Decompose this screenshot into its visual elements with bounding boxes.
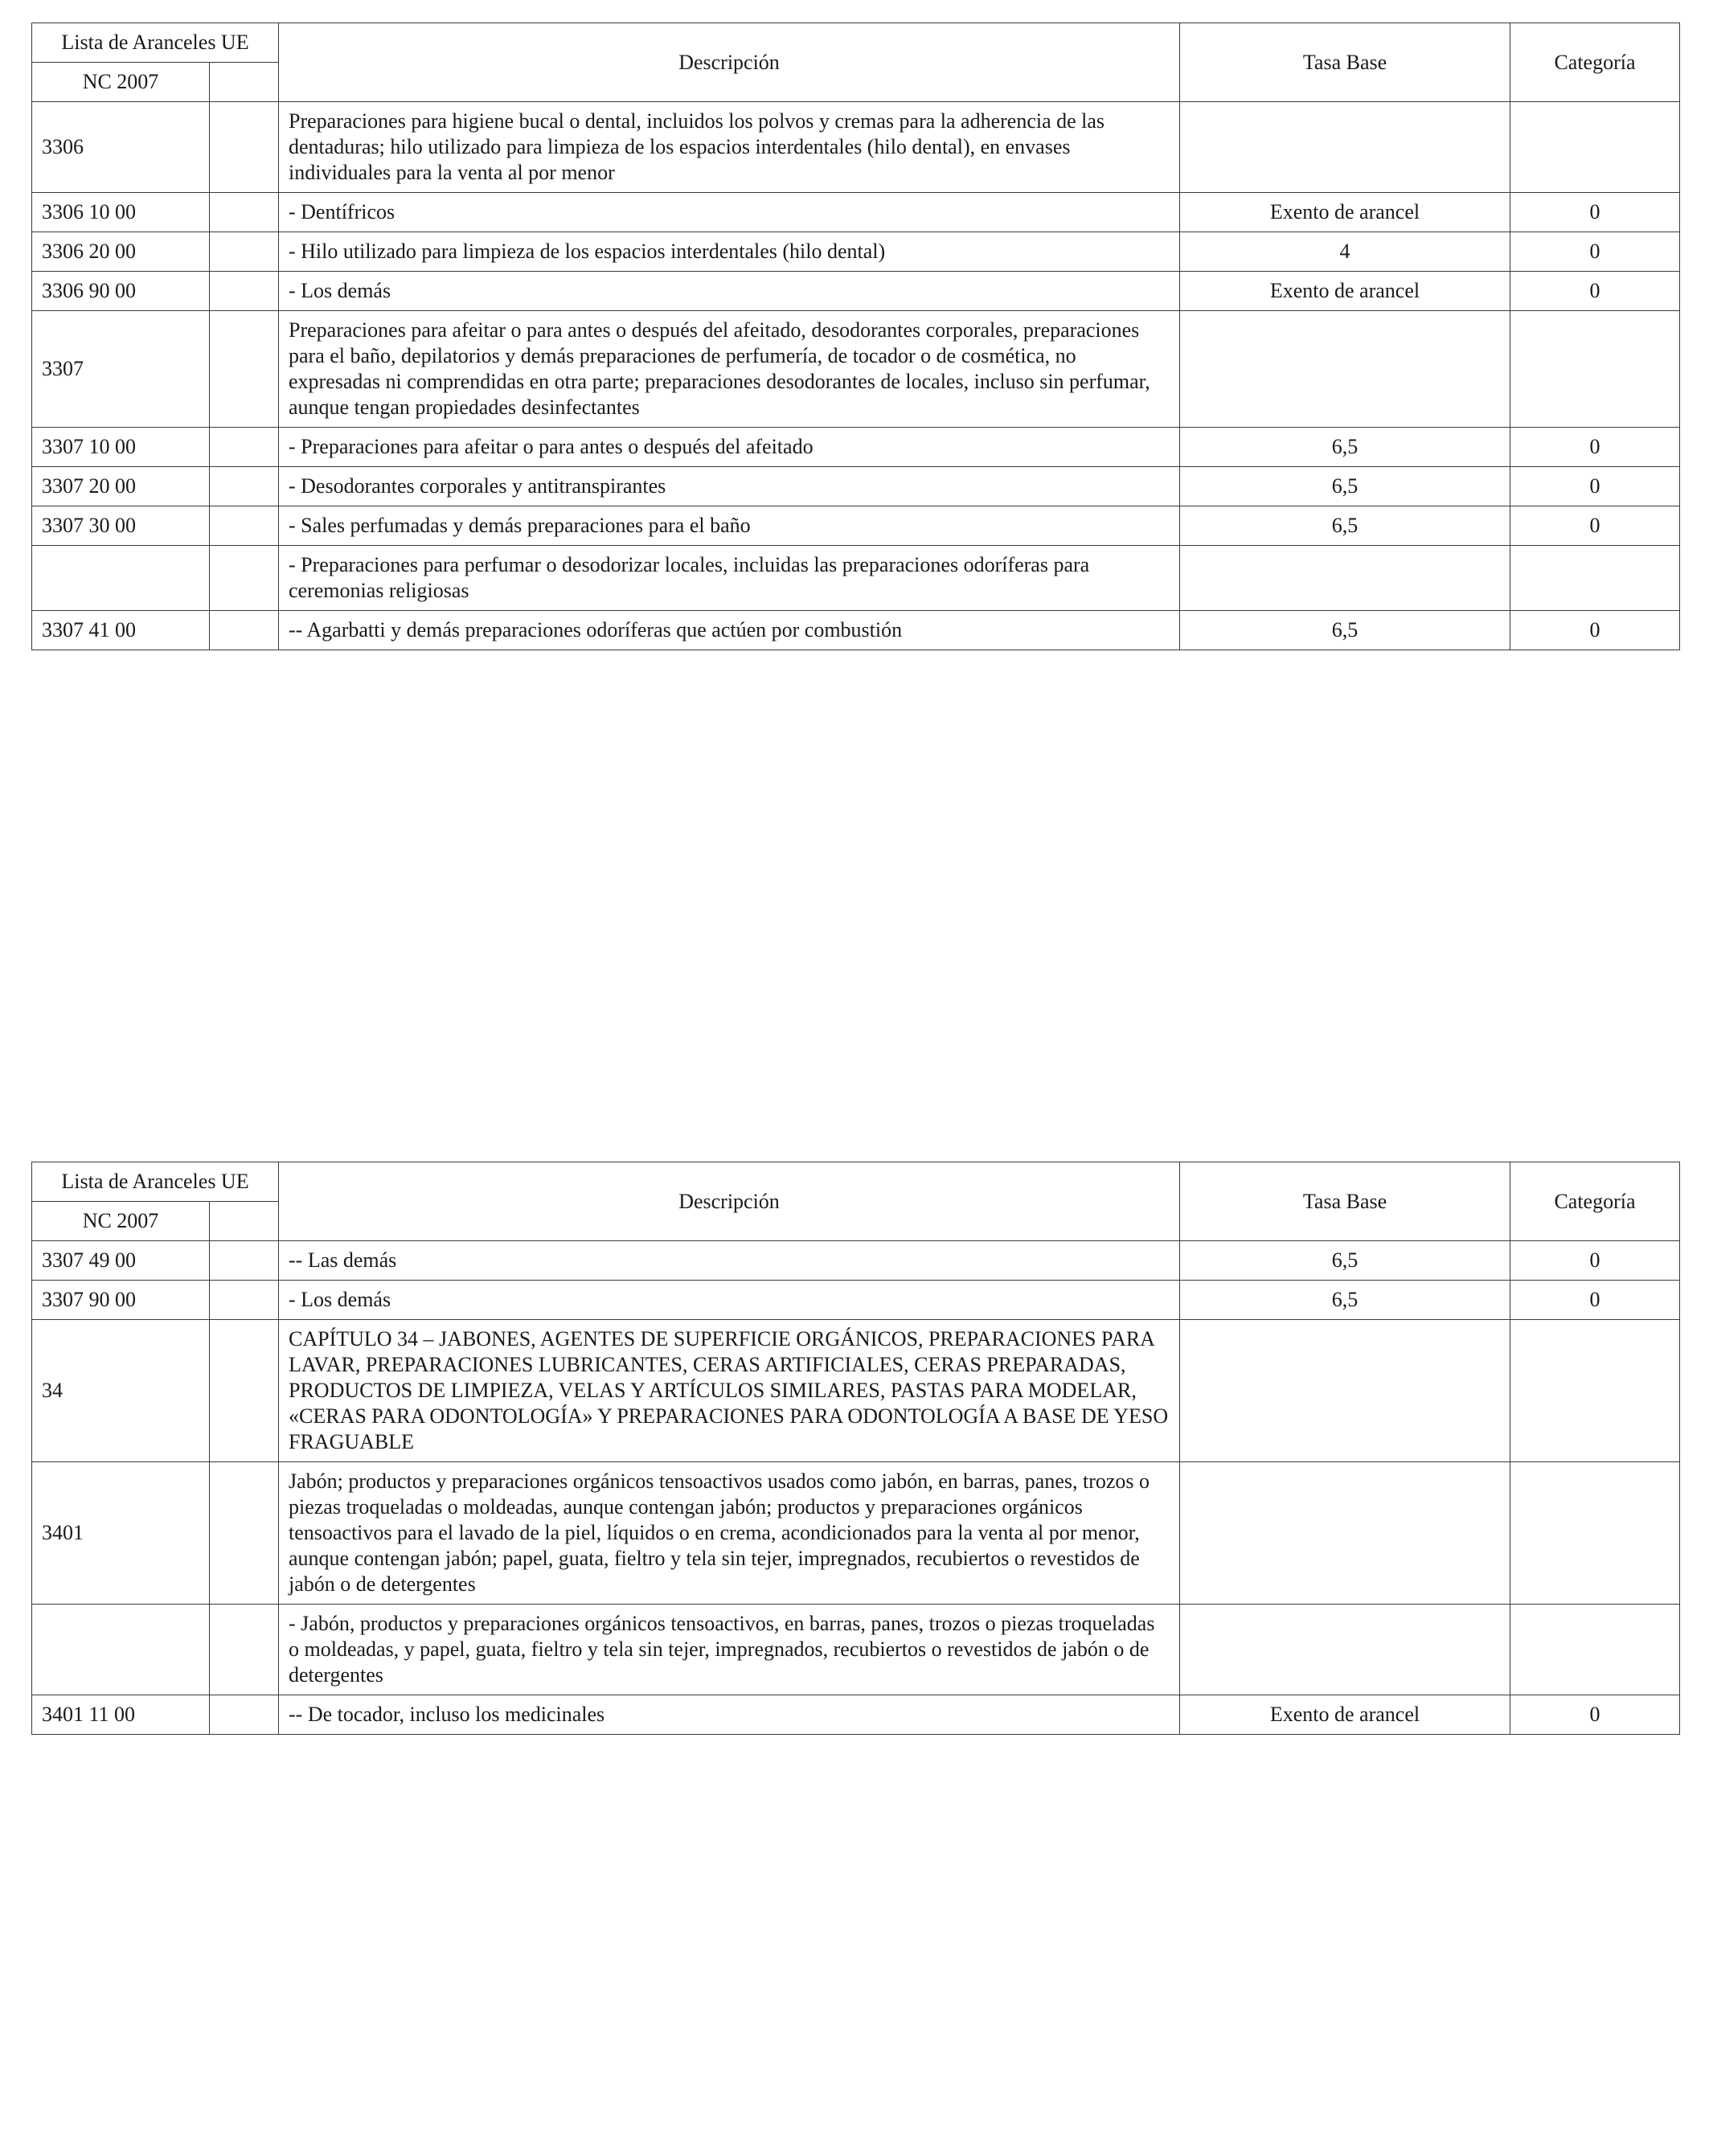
base-rate-cell: 6,5 <box>1180 467 1510 506</box>
base-rate-cell: 6,5 <box>1180 506 1510 546</box>
code-cell: 3307 20 00 <box>32 467 210 506</box>
header-description: Descripción <box>279 1162 1180 1241</box>
base-rate-cell <box>1180 546 1510 611</box>
code-cell: 3307 41 00 <box>32 611 210 650</box>
code-cell: 3307 30 00 <box>32 506 210 546</box>
base-rate-cell: Exento de arancel <box>1180 272 1510 311</box>
base-rate-cell <box>1180 311 1510 428</box>
empty-cell <box>210 506 279 546</box>
category-cell: 0 <box>1510 428 1680 467</box>
code-cell: 3307 <box>32 311 210 428</box>
table-row <box>32 1320 1680 1462</box>
description-cell: -- De tocador, incluso los medicinales <box>279 1695 1180 1735</box>
empty-cell <box>210 611 279 650</box>
header-nc-label: NC 2007 <box>32 63 210 102</box>
table-body <box>32 1162 1680 1735</box>
category-cell: 0 <box>1510 467 1680 506</box>
table-row <box>32 1695 1680 1735</box>
table-row <box>32 232 1680 272</box>
table-row <box>32 1241 1680 1281</box>
description-cell: - Preparaciones para afeitar o para antes o después del afeitado <box>279 428 1180 467</box>
base-rate-cell: 4 <box>1180 232 1510 272</box>
category-cell <box>1510 102 1680 193</box>
header-base-rate: Tasa Base <box>1180 23 1510 102</box>
code-cell: 3306 <box>32 102 210 193</box>
category-cell: 0 <box>1510 1241 1680 1281</box>
header-empty-cell <box>210 63 279 102</box>
empty-cell <box>210 311 279 428</box>
category-cell <box>1510 311 1680 428</box>
code-cell: 3306 90 00 <box>32 272 210 311</box>
category-cell: 0 <box>1510 1281 1680 1320</box>
table-row <box>32 611 1680 650</box>
empty-cell <box>210 193 279 232</box>
base-rate-cell: Exento de arancel <box>1180 193 1510 232</box>
description-cell: CAPÍTULO 34 – JABONES, AGENTES DE SUPERFICIE ORGÁNICOS, PREPARACIONES PARA LAVAR, PREPARACIONES LUBRICANTES, CERAS ARTIFICIALES, CERAS PREPARADAS, PRODUCTOS DE LIMPIEZA, VELAS Y ARTÍCULOS SIMILARES, PASTAS PARA MODELAR, «CERAS PARA ODONTOLOGÍA» Y PREPARACIONES PARA ODONTOLOGÍA A BASE DE YESO FRAGUABLE <box>279 1320 1180 1462</box>
base-rate-cell <box>1180 1320 1510 1462</box>
table-row <box>32 102 1680 193</box>
empty-cell <box>210 102 279 193</box>
description-cell: - Sales perfumadas y demás preparaciones para el baño <box>279 506 1180 546</box>
description-cell: -- Agarbatti y demás preparaciones odoríferas que actúen por combustión <box>279 611 1180 650</box>
empty-cell <box>210 467 279 506</box>
tariff-table-1 <box>31 23 1680 650</box>
code-cell: 3307 90 00 <box>32 1281 210 1320</box>
base-rate-cell <box>1180 102 1510 193</box>
code-cell: 3306 10 00 <box>32 193 210 232</box>
header-base-rate: Tasa Base <box>1180 1162 1510 1241</box>
base-rate-cell <box>1180 1605 1510 1695</box>
empty-cell <box>210 272 279 311</box>
header-description: Descripción <box>279 23 1180 102</box>
description-cell: Jabón; productos y preparaciones orgánicos tensoactivos usados como jabón, en barras, panes, trozos o piezas troqueladas o moldeadas, aunque contengan jabón; productos y preparaciones orgánicos tensoactivos para el lavado de la piel, líquidos o en crema, acondicionados para la venta al por menor, aunque contengan jabón; papel, guata, fieltro y tela sin tejer, impregnados, recubiertos o revestidos de jabón o de detergentes <box>279 1462 1180 1605</box>
code-cell <box>32 546 210 611</box>
description-cell: - Desodorantes corporales y antitranspirantes <box>279 467 1180 506</box>
empty-cell <box>210 1281 279 1320</box>
code-cell: 3307 49 00 <box>32 1241 210 1281</box>
category-cell <box>1510 1320 1680 1462</box>
code-cell: 3401 <box>32 1462 210 1605</box>
table-row <box>32 428 1680 467</box>
category-cell: 0 <box>1510 506 1680 546</box>
code-cell: 34 <box>32 1320 210 1462</box>
description-cell: - Jabón, productos y preparaciones orgánicos tensoactivos, en barras, panes, trozos o piezas troqueladas o moldeadas, y papel, guata, fieltro y tela sin tejer, impregnados, recubiertos o revestidos de jabón o de detergentes <box>279 1605 1180 1695</box>
description-cell: - Dentífricos <box>279 193 1180 232</box>
empty-cell <box>210 1320 279 1462</box>
header-nc-label: NC 2007 <box>32 1202 210 1241</box>
base-rate-cell: 6,5 <box>1180 1241 1510 1281</box>
header-empty-cell <box>210 1202 279 1241</box>
table-body <box>32 23 1680 650</box>
table-row <box>32 311 1680 428</box>
base-rate-cell: 6,5 <box>1180 1281 1510 1320</box>
header-row <box>32 23 1680 63</box>
empty-cell <box>210 1695 279 1735</box>
header-category: Categoría <box>1510 23 1680 102</box>
description-cell: - Hilo utilizado para limpieza de los espacios interdentales (hilo dental) <box>279 232 1180 272</box>
description-cell: - Los demás <box>279 272 1180 311</box>
description-cell: Preparaciones para afeitar o para antes o después del afeitado, desodorantes corporales, preparaciones para el baño, depilatorios y demás preparaciones de perfumería, de tocador o de cosmética, no expresadas ni comprendidas en otra parte; preparaciones desodorantes de locales, incluso sin perfumar, aunque tengan propiedades desinfectantes <box>279 311 1180 428</box>
code-cell <box>32 1605 210 1695</box>
empty-cell <box>210 1462 279 1605</box>
category-cell <box>1510 1605 1680 1695</box>
category-cell: 0 <box>1510 611 1680 650</box>
header-row <box>32 1162 1680 1202</box>
empty-cell <box>210 1605 279 1695</box>
code-cell: 3306 20 00 <box>32 232 210 272</box>
table-row <box>32 1462 1680 1605</box>
table-row <box>32 467 1680 506</box>
base-rate-cell <box>1180 1462 1510 1605</box>
description-cell: Preparaciones para higiene bucal o dental, incluidos los polvos y cremas para la adherencia de las dentaduras; hilo utilizado para limpieza de los espacios interdentales (hilo dental), en envases individuales para la venta al por menor <box>279 102 1180 193</box>
description-cell: - Los demás <box>279 1281 1180 1320</box>
base-rate-cell: Exento de arancel <box>1180 1695 1510 1735</box>
category-cell: 0 <box>1510 1695 1680 1735</box>
table-row <box>32 506 1680 546</box>
table-row <box>32 1281 1680 1320</box>
empty-cell <box>210 428 279 467</box>
category-cell <box>1510 546 1680 611</box>
description-cell: -- Las demás <box>279 1241 1180 1281</box>
category-cell: 0 <box>1510 232 1680 272</box>
category-cell: 0 <box>1510 193 1680 232</box>
category-cell <box>1510 1462 1680 1605</box>
empty-cell <box>210 232 279 272</box>
empty-cell <box>210 1241 279 1281</box>
table-row <box>32 193 1680 232</box>
code-cell: 3307 10 00 <box>32 428 210 467</box>
code-cell: 3401 11 00 <box>32 1695 210 1735</box>
table-row <box>32 546 1680 611</box>
base-rate-cell: 6,5 <box>1180 611 1510 650</box>
description-cell: - Preparaciones para perfumar o desodorizar locales, incluidas las preparaciones odoríferas para ceremonias religiosas <box>279 546 1180 611</box>
table-row <box>32 272 1680 311</box>
tariff-table-2 <box>31 1162 1680 1735</box>
base-rate-cell: 6,5 <box>1180 428 1510 467</box>
empty-cell <box>210 546 279 611</box>
header-list-label: Lista de Aranceles UE <box>32 23 279 63</box>
category-cell: 0 <box>1510 272 1680 311</box>
table-row <box>32 1605 1680 1695</box>
header-list-label: Lista de Aranceles UE <box>32 1162 279 1202</box>
header-category: Categoría <box>1510 1162 1680 1241</box>
